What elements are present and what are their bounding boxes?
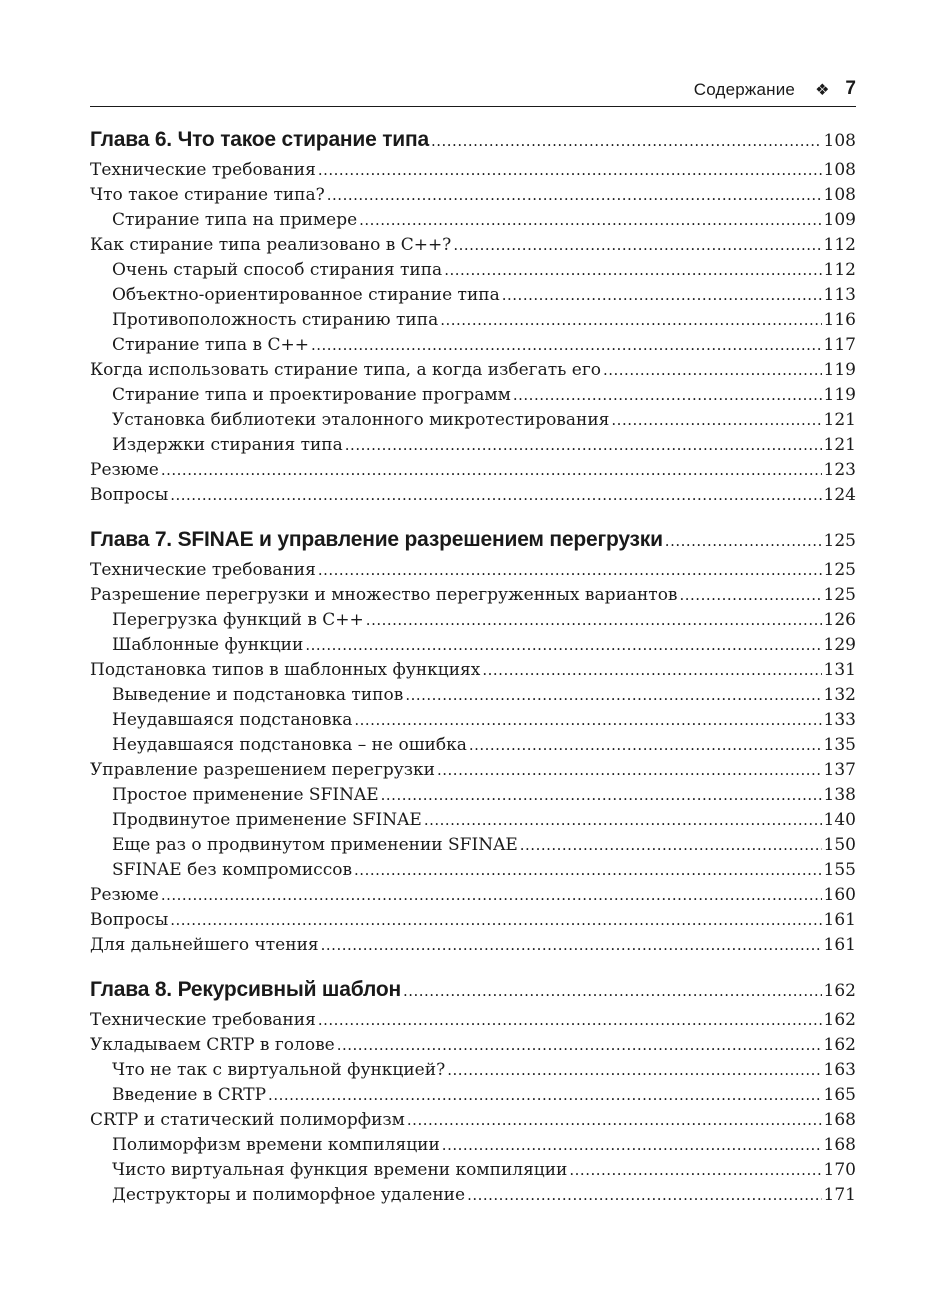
toc-entry-title: Вопросы	[90, 485, 169, 505]
toc-entry-title: Подстановка типов в шаблонных функциях	[90, 660, 481, 680]
toc-subsection-entry[interactable]	[90, 608, 856, 633]
dot-leader	[381, 783, 822, 808]
toc-section-entry[interactable]	[90, 933, 856, 958]
toc-entry-title: Для дальнейшего чтения	[90, 935, 319, 955]
toc-entry-page: 121	[823, 435, 856, 455]
dot-leader	[469, 733, 822, 758]
toc-entry-title: Стирание типа в C++	[112, 335, 309, 355]
toc-section-entry[interactable]	[90, 558, 856, 583]
toc-entry-title: CRTP и статический полиморфизм	[90, 1110, 405, 1130]
toc-entry-page: 162	[823, 981, 856, 1001]
toc-entry-title: SFINAE без компромиссов	[112, 860, 353, 880]
toc-entry-page: 113	[823, 285, 856, 305]
toc-entry-title: Технические требования	[90, 160, 316, 180]
dot-leader	[318, 558, 822, 583]
dot-leader	[502, 283, 822, 308]
ornament-icon: ❖	[815, 82, 830, 99]
toc-subsection-entry[interactable]	[90, 283, 856, 308]
toc-entry-page: 161	[823, 935, 856, 955]
dot-leader	[437, 758, 822, 783]
dot-leader	[345, 433, 822, 458]
toc-entry-page: 108	[823, 160, 856, 180]
dot-leader	[453, 233, 821, 258]
dot-leader	[467, 1183, 821, 1208]
toc-entry-title: Шаблонные функции	[112, 635, 304, 655]
toc-entry-title: Технические требования	[90, 560, 316, 580]
dot-leader	[665, 525, 822, 557]
toc-subsection-entry[interactable]	[90, 683, 856, 708]
toc-section-entry[interactable]	[90, 1033, 856, 1058]
dot-leader	[170, 483, 821, 508]
dot-leader	[569, 1158, 821, 1183]
toc-entry-page: 126	[823, 610, 856, 630]
dot-leader	[305, 633, 821, 658]
header-section-title: Содержание	[693, 80, 796, 99]
toc-subsection-entry[interactable]	[90, 1133, 856, 1158]
toc-entry-title: Что не так с виртуальной функцией?	[112, 1060, 446, 1080]
toc-subsection-entry[interactable]	[90, 833, 856, 858]
toc-entry-page: 121	[823, 410, 856, 430]
dot-leader	[327, 183, 822, 208]
toc-entry-title: Когда использовать стирание типа, а когда избегать его	[90, 360, 601, 380]
toc-entry-title: Резюме	[90, 885, 159, 905]
toc-entry-title: Установка библиотеки эталонного микротестирования	[112, 410, 610, 430]
toc-entry-page: 162	[823, 1035, 856, 1055]
toc-entry-page: 117	[823, 335, 856, 355]
table-of-contents	[90, 124, 856, 1208]
toc-subsection-entry[interactable]	[90, 1083, 856, 1108]
toc-section-entry[interactable]	[90, 658, 856, 683]
toc-entry-title: Деструкторы и полиморфное удаление	[112, 1185, 466, 1205]
toc-entry-page: 168	[823, 1110, 856, 1130]
toc-section-entry[interactable]	[90, 158, 856, 183]
toc-subsection-entry[interactable]	[90, 633, 856, 658]
toc-entry-page: 108	[823, 185, 856, 205]
toc-subsection-entry[interactable]	[90, 733, 856, 758]
toc-entry-page: 168	[823, 1135, 856, 1155]
toc-entry-title: Издержки стирания типа	[112, 435, 343, 455]
toc-entry-title: Как стирание типа реализовано в C++?	[90, 235, 452, 255]
toc-subsection-entry[interactable]	[90, 383, 856, 408]
dot-leader	[424, 808, 822, 833]
toc-subsection-entry[interactable]	[90, 308, 856, 333]
toc-entry-title: Перегрузка функций в C++	[112, 610, 364, 630]
toc-entry-title: Стирание типа и проектирование программ	[112, 385, 511, 405]
toc-entry-page: 163	[823, 1060, 856, 1080]
toc-subsection-entry[interactable]	[90, 208, 856, 233]
toc-entry-page: 132	[823, 685, 856, 705]
toc-entry-page: 109	[823, 210, 856, 230]
toc-subsection-entry[interactable]	[90, 708, 856, 733]
toc-entry-title: Выведение и подстановка типов	[112, 685, 404, 705]
dot-leader	[161, 458, 822, 483]
toc-entry-page: 150	[823, 835, 856, 855]
toc-entry-title: Введение в CRTP	[112, 1085, 267, 1105]
toc-entry-page: 112	[823, 260, 856, 280]
toc-entry-page: 140	[823, 810, 856, 830]
toc-entry-page: 171	[823, 1185, 856, 1205]
toc-entry-title: Неудавшаяся подстановка	[112, 710, 353, 730]
dot-leader	[680, 583, 822, 608]
running-header	[90, 72, 856, 107]
toc-entry-title: Еще раз о продвинутом применении SFINAE	[112, 835, 518, 855]
toc-entry-title: Вопросы	[90, 910, 169, 930]
toc-entry-page: 135	[823, 735, 856, 755]
dot-leader	[366, 608, 822, 633]
toc-entry-page: 116	[823, 310, 856, 330]
toc-section-entry[interactable]	[90, 1108, 856, 1133]
dot-leader	[354, 858, 822, 883]
toc-entry-page: 161	[823, 910, 856, 930]
toc-subsection-entry[interactable]	[90, 1183, 856, 1208]
toc-entry-title: Простое применение SFINAE	[112, 785, 379, 805]
dot-leader	[482, 658, 821, 683]
toc-entry-title: Резюме	[90, 460, 159, 480]
toc-entry-page: 131	[823, 660, 856, 680]
dot-leader	[354, 708, 821, 733]
toc-entry-title: Глава 7. SFINAE и управление разрешением перегрузки	[90, 528, 663, 551]
toc-section-entry[interactable]	[90, 758, 856, 783]
dot-leader	[440, 308, 821, 333]
toc-entry-title: Управление разрешением перегрузки	[90, 760, 435, 780]
dot-leader	[431, 125, 822, 157]
toc-entry-title: Разрешение перегрузки и множество перегруженных вариантов	[90, 585, 678, 605]
toc-subsection-entry[interactable]	[90, 783, 856, 808]
toc-entry-title: Противоположность стиранию типа	[112, 310, 439, 330]
toc-entry-page: 124	[823, 485, 856, 505]
toc-entry-title: Глава 6. Что такое стирание типа	[90, 128, 429, 151]
toc-entry-page: 108	[823, 131, 856, 151]
toc-entry-title: Технические требования	[90, 1010, 316, 1030]
toc-entry-page: 119	[823, 360, 856, 380]
dot-leader	[603, 358, 822, 383]
toc-subsection-entry[interactable]	[90, 333, 856, 358]
toc-subsection-entry[interactable]	[90, 1158, 856, 1183]
dot-leader	[407, 1108, 822, 1133]
toc-entry-page: 162	[823, 1010, 856, 1030]
toc-entry-page: 129	[823, 635, 856, 655]
dot-leader	[318, 1008, 822, 1033]
toc-section-entry[interactable]	[90, 183, 856, 208]
dot-leader	[403, 975, 822, 1007]
toc-entry-page: 123	[823, 460, 856, 480]
toc-entry-page: 125	[823, 531, 856, 551]
toc-entry-page: 160	[823, 885, 856, 905]
toc-entry-page: 125	[823, 585, 856, 605]
toc-entry-title: Неудавшаяся подстановка – не ошибка	[112, 735, 467, 755]
dot-leader	[170, 908, 821, 933]
toc-section-entry[interactable]	[90, 233, 856, 258]
toc-subsection-entry[interactable]	[90, 258, 856, 283]
dot-leader	[268, 1083, 822, 1108]
dot-leader	[444, 258, 821, 283]
toc-entry-page: 155	[823, 860, 856, 880]
dot-leader	[359, 208, 821, 233]
toc-chapter-entry[interactable]	[90, 124, 856, 156]
toc-entry-title: Глава 8. Рекурсивный шаблон	[90, 978, 401, 1001]
toc-entry-page: 170	[823, 1160, 856, 1180]
toc-subsection-entry[interactable]	[90, 1058, 856, 1083]
toc-entry-page: 112	[823, 235, 856, 255]
toc-entry-page: 165	[823, 1085, 856, 1105]
dot-leader	[513, 383, 822, 408]
toc-chapter-entry[interactable]	[90, 974, 856, 1006]
toc-entry-title: Укладываем CRTP в голове	[90, 1035, 335, 1055]
toc-entry-title: Что такое стирание типа?	[90, 185, 325, 205]
toc-chapter-entry[interactable]	[90, 524, 856, 556]
toc-entry-title: Стирание типа на примере	[112, 210, 358, 230]
toc-entry-title: Полиморфизм времени компиляции	[112, 1135, 440, 1155]
toc-section-entry[interactable]	[90, 458, 856, 483]
toc-section-entry[interactable]	[90, 358, 856, 383]
toc-entry-page: 137	[823, 760, 856, 780]
toc-subsection-entry[interactable]	[90, 433, 856, 458]
dot-leader	[405, 683, 821, 708]
toc-entry-page: 119	[823, 385, 856, 405]
toc-entry-page: 125	[823, 560, 856, 580]
dot-leader	[311, 333, 822, 358]
dot-leader	[611, 408, 821, 433]
toc-section-entry[interactable]	[90, 908, 856, 933]
dot-leader	[161, 883, 822, 908]
toc-entry-title: Чисто виртуальная функция времени компиляции	[112, 1160, 568, 1180]
header-page-number: 7	[845, 78, 856, 99]
toc-entry-title: Объектно-ориентированное стирание типа	[112, 285, 500, 305]
toc-section-entry[interactable]	[90, 883, 856, 908]
toc-entry-page: 138	[823, 785, 856, 805]
dot-leader	[321, 933, 822, 958]
toc-section-entry[interactable]	[90, 583, 856, 608]
dot-leader	[442, 1133, 822, 1158]
toc-entry-title: Продвинутое применение SFINAE	[112, 810, 422, 830]
dot-leader	[337, 1033, 822, 1058]
dot-leader	[520, 833, 822, 858]
dot-leader	[318, 158, 822, 183]
toc-section-entry[interactable]	[90, 483, 856, 508]
toc-subsection-entry[interactable]	[90, 408, 856, 433]
toc-subsection-entry[interactable]	[90, 808, 856, 833]
toc-entry-title: Очень старый способ стирания типа	[112, 260, 443, 280]
toc-subsection-entry[interactable]	[90, 858, 856, 883]
dot-leader	[447, 1058, 821, 1083]
toc-entry-page: 133	[823, 710, 856, 730]
toc-section-entry[interactable]	[90, 1008, 856, 1033]
